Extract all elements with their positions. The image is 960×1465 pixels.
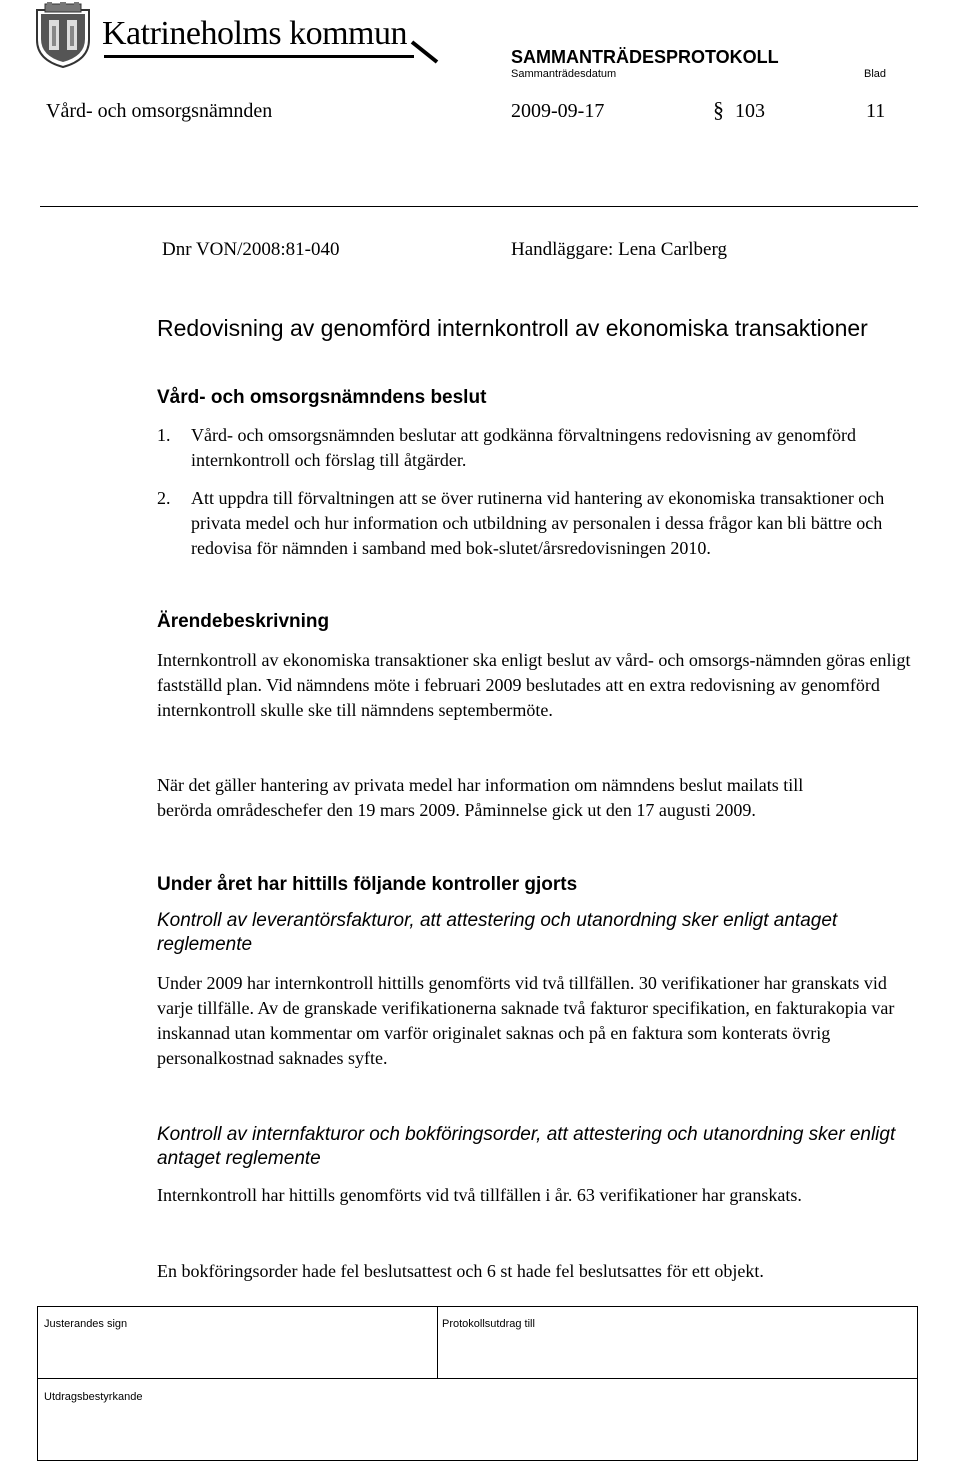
certified-label: Utdragsbestyrkande [44,1391,143,1403]
logo-underline [104,55,414,58]
committee-name: Vård- och omsorgsnämnden [46,100,273,122]
paragraph-symbol: § [713,97,724,122]
page-title: Redovisning av genomförd internkontroll av ekonomiska transaktioner [157,315,868,341]
controls-paragraph: Under 2009 har internkontroll hittills genomförts vid två tillfällen. 30 verifikationer har granskats vid varje tillfälle. Av de granskade verifikationerna saknade två fakturor specifikation, en fakturakopia var inskannad utan kommentar om varför originalet saknas och på en faktura som konterats övrig personalkostnad saknades syfte. [157,973,895,1068]
case-number: Dnr VON/2008:81-040 [162,239,340,260]
controls-subheading: Kontroll av internfakturor och bokföringsorder, att attestering och utanordning sker enligt antaget reglemente [157,1124,896,1169]
description-paragraph: När det gäller hantering av privata medel har information om nämndens beslut mailats till berörda områdeschefer den 19 mars 2009. Påminnelse gick ut den 17 augusti 2009. [157,775,804,820]
sign-label: Justerandes sign [44,1318,128,1330]
controls-subheading: Kontroll av leverantörsfakturor, att attestering och utanordning sker enligt antaget reglemente [157,910,838,955]
decision-item-number: 1. [157,425,171,445]
decision-item-2 [157,486,917,561]
case-handler: Handläggare: Lena Carlberg [511,239,727,260]
decision-item-1 [157,423,917,473]
controls-paragraph: En bokföringsorder hade fel beslutsattest och 6 st hade fel beslutsattes för ett objekt. [157,1261,764,1281]
header-rule [40,206,918,207]
logo-slash [410,40,440,70]
extract-label: Protokollsutdrag till [442,1318,535,1330]
paragraph-number: 103 [735,100,765,122]
description-paragraph: Internkontroll av ekonomiska transaktioner ska enligt beslut av vård- och omsorgs-nämnden göras enligt fastställd plan. Vid nämndens möte i februari 2009 beslutades att en extra redovisning av genomförd internkontroll skulle ske till nämndens septembermöte. [157,650,911,720]
decision-heading: Vård- och omsorgsnämndens beslut [157,387,487,408]
description-heading: Ärendebeskrivning [157,611,330,632]
date-label: Sammanträdesdatum [511,68,617,80]
footer-divider-vertical [437,1307,438,1378]
org-name: Katrineholms kommun [102,15,407,52]
decision-item-number: 2. [157,488,171,508]
doc-type: SAMMANTRÄDESPROTOKOLL [511,47,779,67]
meeting-date: 2009-09-17 [511,100,605,122]
controls-heading: Under året har hittills följande kontroller gjorts [157,874,578,895]
page-label: Blad [864,68,887,80]
page-number: 11 [866,100,886,122]
decision-item-text: Att uppdra till förvaltningen att se över rutinerna vid hantering av ekonomiska transaktioner och privata medel och hur information och utbildning av personalen i dessa frågor kan bli bättre och redovisa för nämnden i samband med bok-slutet/årsredovisningen 2010. [191,488,885,558]
coat-of-arms-logo [35,2,91,68]
footer-box [37,1306,918,1461]
controls-paragraph: Internkontroll har hittills genomförts vid två tillfällen i år. 63 verifikationer har granskats. [157,1185,802,1205]
decision-item-text: Vård- och omsorgsnämnden beslutar att godkänna förvaltningens redovisning av genomförd internkontroll och förslag till åtgärder. [191,425,857,470]
footer-divider-horizontal [38,1378,917,1379]
